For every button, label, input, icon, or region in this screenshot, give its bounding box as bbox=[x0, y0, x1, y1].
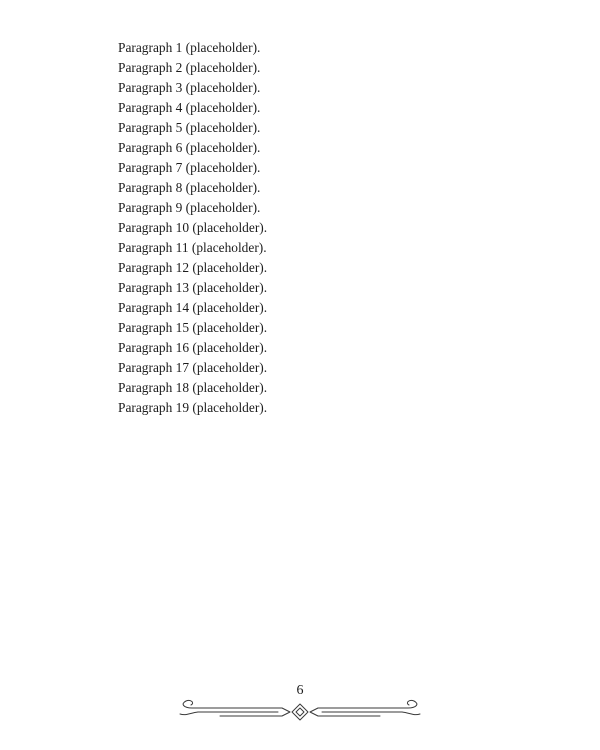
page-text bbox=[92, 38, 510, 418]
paragraph: Paragraph 15 (placeholder). bbox=[118, 320, 268, 335]
paragraph: Paragraph 11 (placeholder). bbox=[118, 240, 267, 255]
page-number: 6 bbox=[296, 683, 304, 698]
paragraph: Paragraph 10 (placeholder). bbox=[118, 220, 268, 235]
page-footer bbox=[160, 682, 440, 722]
paragraph: Paragraph 17 (placeholder). bbox=[118, 360, 268, 375]
paragraph: Paragraph 9 (placeholder). bbox=[118, 200, 261, 215]
paragraph: Paragraph 7 (placeholder). bbox=[118, 160, 261, 175]
paragraph: Paragraph 16 (placeholder). bbox=[118, 340, 268, 355]
paragraph: Paragraph 19 (placeholder). bbox=[118, 400, 268, 415]
paragraph: Paragraph 14 (placeholder). bbox=[118, 300, 268, 315]
paragraph: Paragraph 12 (placeholder). bbox=[118, 260, 268, 275]
paragraph: Paragraph 4 (placeholder). bbox=[118, 100, 261, 115]
paragraph: Paragraph 18 (placeholder). bbox=[118, 380, 268, 395]
paragraph: Paragraph 6 (placeholder). bbox=[118, 140, 261, 155]
paragraph: Paragraph 13 (placeholder). bbox=[118, 280, 268, 295]
paragraph: Paragraph 5 (placeholder). bbox=[118, 120, 261, 135]
paragraph: Paragraph 8 (placeholder). bbox=[118, 180, 261, 195]
paragraph: Paragraph 2 (placeholder). bbox=[118, 60, 261, 75]
paragraph: Paragraph 3 (placeholder). bbox=[118, 80, 261, 95]
paragraph: Paragraph 1 (placeholder). bbox=[118, 40, 261, 55]
